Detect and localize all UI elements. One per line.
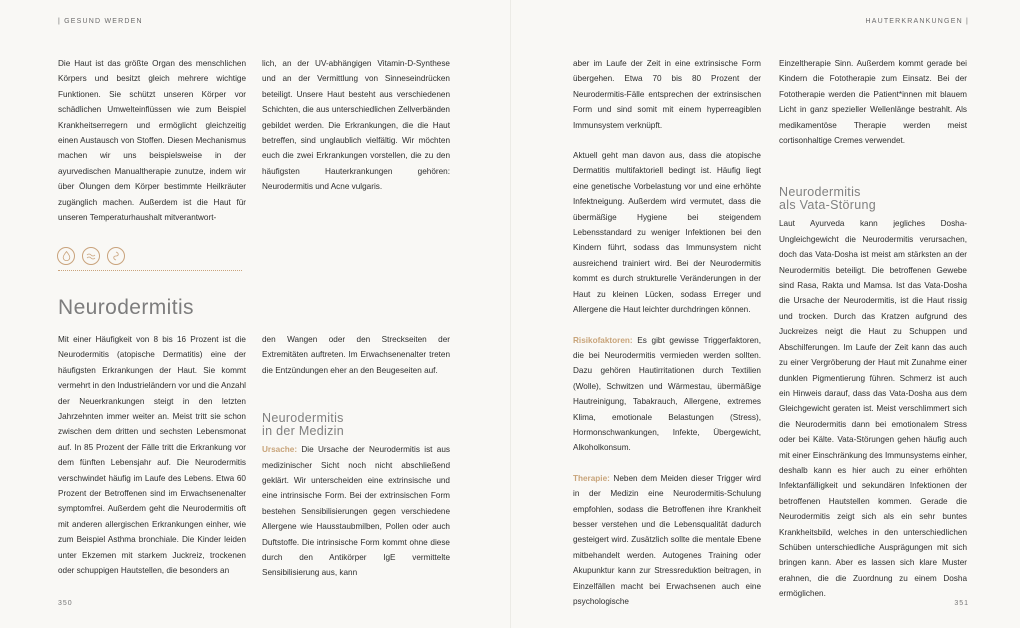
intro-column-1 bbox=[58, 56, 246, 240]
page-number-left: 350 bbox=[58, 600, 73, 607]
therapy-paragraph bbox=[573, 471, 761, 610]
section-column-1 bbox=[58, 332, 246, 594]
subheading-vata-line1: Neurodermitis bbox=[779, 185, 861, 200]
fire-icon bbox=[57, 247, 75, 265]
therapy-label: Therapie: bbox=[573, 473, 610, 483]
risk-text: Es gibt gewisse Triggerfaktoren, die bei Neurodermitis vermieden werden sollten. Dazu gehören Hautirritationen durch Textilien (Wolle), Schwitzen und Wärmestau, übermäßige Hautreinigung, Tabakrauch, Allergene, extremes Klima, emotionale Belastungen (Stress), Hormonschwankungen, Infekte, Übergewicht, Alkoholkonsum. bbox=[573, 335, 761, 453]
therapy-text: Neben dem Meiden dieser Trigger wird in der Medizin eine Neurodermitis-Schulung empfohlen, sodass die Betroffenen ihre Krankheit besser verstehen und die Lebensqualität dadurch gesteigert wird. Zusätzlich sollte die mentale Ebene mitbehandelt werden. Autogenes Training oder Akupunktur kann zur Stressreduktion beitragen, in Einzelfällen macht bei Erwachsenen auch eine psychologische bbox=[573, 473, 761, 606]
air-icon bbox=[107, 247, 125, 265]
intro-paragraph-1: Die Haut ist das größte Organ des menschlichen Körpers und besitzt gleich mehrere wichtige Funktionen. Sie schützt unseren Körper vor schädlichen Umwelteinflüssen wie zum Beispiel Krankheitserregern und ermöglicht gleichzeitig einen Austausch von Stoffen. Diesen Mechanismus machen wir uns beispielsweise in der ayurvedischen Manualtherapie zunutze, indem wir über Ölungen dem Körper bestimmte Heilkräuter zugänglich machen. Außerdem ist die Haut für unseren Temperaturhaushalt mitverantwort- bbox=[58, 59, 246, 223]
right-page bbox=[510, 0, 1020, 628]
section-paragraph-2: den Wangen oder den Streckseiten der Extremitäten auftreten. Im Erwachsenenalter treten die Entzündungen eher an den Beugeseiten auf. bbox=[262, 335, 450, 375]
right-column-2 bbox=[779, 56, 967, 617]
water-icon bbox=[82, 247, 100, 265]
ursache-label: Ursache: bbox=[262, 445, 298, 455]
risk-paragraph bbox=[573, 333, 761, 456]
right-column-1 bbox=[573, 56, 761, 624]
intro-paragraph-2: lich, an der UV-abhängigen Vitamin-D-Synthese und an der Vermittlung von Sinneseindrücken beteiligt. Unsere Haut besteht aus verschiedenen Schichten, die aus unterschiedlichen Zellverbänden gebildet werden. Die Erkrankungen, die die Haut betreffen, sind unglaublich vielfältig. Wir möchten euch die zwei Erkrankungen vorstellen, die zu den häufigsten Hauterkrankungen gehören: Neurodermitis und Acne vulgaris. bbox=[262, 59, 450, 192]
intro-column-2 bbox=[262, 56, 450, 210]
subheading-medizin-line2: in der Medizin bbox=[262, 424, 345, 439]
ursache-text: Die Ursache der Neurodermitis ist aus medizinischer Sicht noch nicht abschließend geklärt. Wir unterscheiden eine extrinsische und eine intrinsische Form. Bei der extrinsischen Form bestehen Sensibilisierungen gegen verschiedene Allergene wie Hausstaubmilben, Pollen oder auch Duftstoffe. Die intrinsische Form kommt ohne diese durch den Antikörper IgE vermittelte Sensibilisierung aus, kann bbox=[262, 445, 450, 578]
fototherapie-paragraph: Einzeltherapie Sinn. Außerdem kommt gerade bei Kindern die Fototherapie zum Einsatz. Bei der Fototherapie werden die Patient*innen mit blauem Licht in ganz spezieller Wellenlänge bestrahlt. Als medikamentöse Therapie werden meist cortisonhaltige Cremes verwendet. bbox=[779, 59, 967, 146]
section-title: Neurodermitis bbox=[58, 296, 194, 319]
running-header-left: | GESUND WERDEN bbox=[58, 18, 143, 25]
right-paragraph-2: Aktuell geht man davon aus, dass die atopische Dermatitis multifaktoriell bedingt ist. Häufig liegt eine genetische Vorbelastung vor und eine erhöhte Infektneigung. Außerdem wird vermutet, dass die übermäßige Hygiene bei steigendem Lebensstandard zu weniger Infektionen bei den Kindern führt, sodass das Immunsystem nicht ausreichend trainiert wird. Bei der Neurodermitis kommt es durch strukturelle Veränderungen in der Haut zu kleinen Lücken, sodass Erreger und Allergene die Haut leichter durchdringen können. bbox=[573, 151, 761, 315]
subheading-medizin-line1: Neurodermitis bbox=[262, 411, 344, 426]
risk-label: Risikofaktoren: bbox=[573, 335, 633, 345]
page-number-right: 351 bbox=[954, 600, 969, 607]
subheading-vata bbox=[779, 186, 967, 212]
dotted-divider bbox=[58, 270, 242, 271]
subheading-medizin bbox=[262, 412, 450, 438]
section-paragraph-1: Mit einer Häufigkeit von 8 bis 16 Prozent ist die Neurodermitis (atopische Dermatitis) eine der häufigsten Erkrankungen der Haut. Sie kommt vermehrt in den Industrieländern vor und die Anzahl der Neuerkrankungen steigt in den letzten Jahrzehnten immer weiter an. Meist tritt sie schon zwischen dem dritten und sechsten Lebensmonat auf. In 85 Prozent der Fälle tritt die Erkrankung vor dem fünften Lebensjahr auf. Die Neurodermitis verschwindet häufig im Laufe des Lebens. Etwa 60 Prozent der Betroffenen sind im Erwachsenenalter symptomfrei. Außerdem geht die Neurodermitis oft mit anderen allergischen Erkrankungen einher, wie zum Beispiel Asthma bronchiale. Die Kinder leiden unter Ekzemen mit starkem Juckreiz, trockenen oder schuppigen Hautstellen, die besonders an bbox=[58, 335, 246, 576]
dosha-icon-row bbox=[57, 247, 125, 265]
subheading-vata-line2: als Vata-Störung bbox=[779, 198, 876, 213]
vata-paragraph: Laut Ayurveda kann jegliches Dosha-Ungleichgewicht die Neurodermitis verursachen, doch das Vata-Dosha ist meist am stärksten an der Neurodermitis beteiligt. Die betroffenen Gewebe sind Rasa, Rakta und Mamsa. Ist das Vata-Dosha die Ursache der Neurodermitis, ist die Haut rissig und trocken. Durch das Kratzen aufgrund des Juckreizes neigt die Haut zu Schuppen und Abschilferungen. Im Laufe der Zeit kann das auch zu einer Vergröberung der Haut mit Zunahme einer dunklen Pigmentierung führen. Schmerz ist auch ein Hinweis darauf, dass das Vata-Dosha aus dem Gleichgewicht geraten ist. Meist verschlimmert sich die Neurodermitis dann bei emotionalem Stress oder bei Kälte. Vata-Störungen gehen häufig auch mit einer Einschränkung des Immunsystems einher, deshalb kann es hier auch zu einer erhöhten Infektanfälligkeit und sekundären Infektionen der betroffenen Hautstellen kommen. Gerade die Neurodermitis zeigt sich als ein sehr buntes Krankheitsbild, welches in den unterschiedlichen Schüben unterschiedliche Ausprägungen mit sich bringen kann. Aber es lassen sich klare Muster erahnen, die die Zuordnung zu einem Dosha ermöglichen. bbox=[779, 219, 967, 599]
running-header-right: HAUTERKRANKUNGEN | bbox=[865, 18, 969, 25]
ursache-paragraph bbox=[262, 442, 450, 581]
section-column-2 bbox=[262, 332, 450, 596]
right-paragraph-1: aber im Laufe der Zeit in eine extrinsische Form übergehen. Etwa 70 bis 80 Prozent der Neurodermitis-Fälle entsprechen der extrinsischen Form und sind somit mit einem hyperreagiblen Immunsystem verknüpft. bbox=[573, 59, 761, 130]
